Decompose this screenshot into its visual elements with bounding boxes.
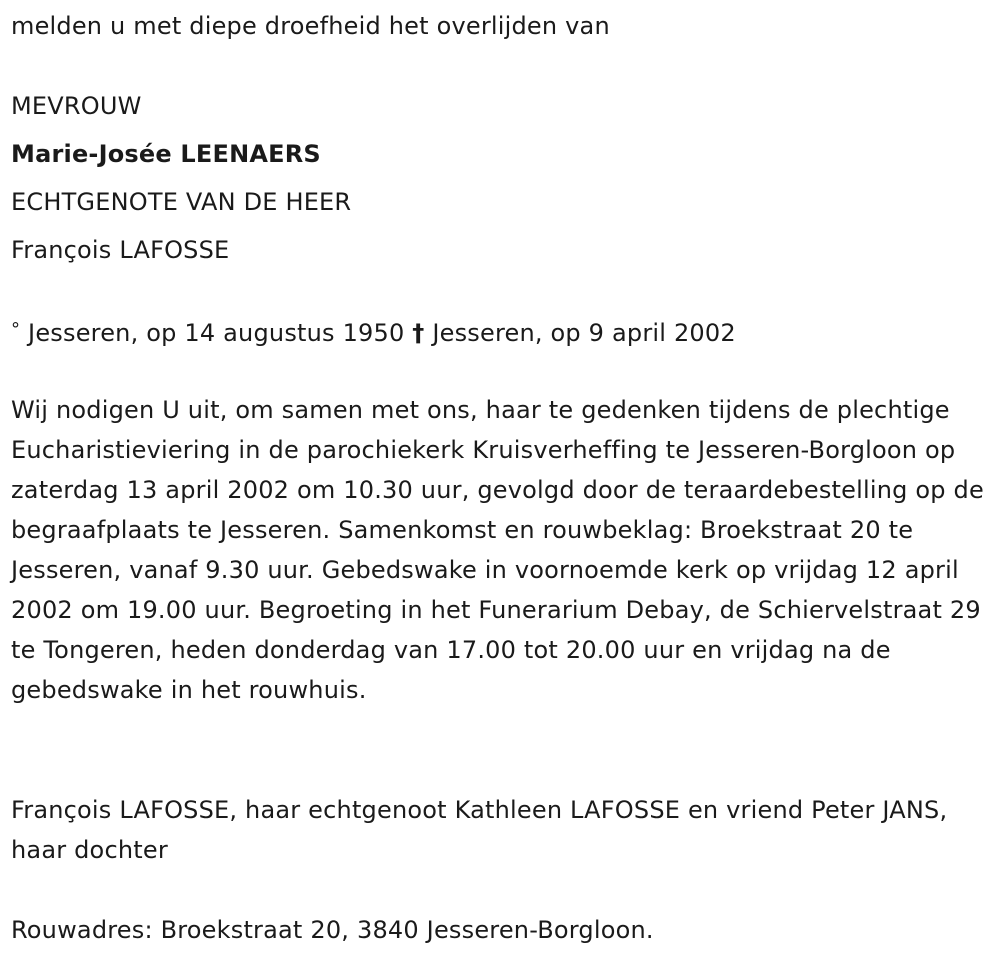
- relation-text: ECHTGENOTE VAN DE HEER: [11, 188, 352, 216]
- intro-text: melden u met diepe droefheid het overlijden van: [11, 12, 610, 40]
- mourning-address: Rouwadres: Broekstraat 20, 3840 Jesseren-Borgloon.: [11, 916, 654, 944]
- deceased-title: MEVROUW: [11, 92, 142, 120]
- birth-date: Jesseren, op 14 augustus 1950: [28, 319, 405, 347]
- deceased-name: Marie-Josée LEENAERS: [11, 140, 321, 168]
- spouse-name: François LAFOSSE: [11, 236, 230, 264]
- cross-icon: †: [412, 319, 425, 347]
- birth-symbol: °: [11, 319, 21, 340]
- family-paragraph: François LAFOSSE, haar echtgenoot Kathleen LAFOSSE en vriend Peter JANS, haar dochter: [11, 796, 948, 864]
- life-dates: [11, 310, 736, 353]
- death-date: Jesseren, op 9 april 2002: [432, 319, 736, 347]
- invitation-paragraph: Wij nodigen U uit, om samen met ons, haar te gedenken tijdens de plechtige Eucharistieviering in de parochiekerk Kruisverheffing te Jesseren-Borgloon op zaterdag 13 april 2002 om 10.30 uur, gevolgd door de teraardebestelling op de begraafplaats te Jesseren. Samenkomst en rouwbeklag: Broekstraat 20 te Jesseren, vanaf 9.30 uur. Gebedswake in voornoemde kerk op vrijdag 12 april 2002 om 19.00 uur. Begroeting in het Funerarium Debay, de Schiervelstraat 29 te Tongeren, heden donderdag van 17.00 tot 20.00 uur en vrijdag na de gebedswake in het rouwhuis.: [11, 396, 984, 704]
